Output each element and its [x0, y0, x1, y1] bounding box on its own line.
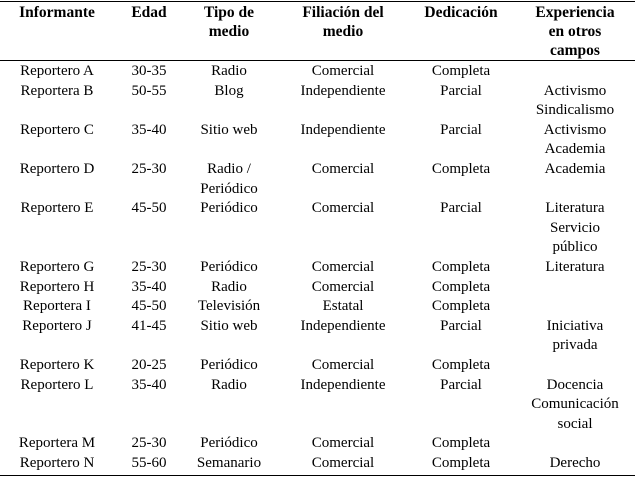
media-type-cell: Periódico	[200, 200, 258, 217]
experience-cell: Sindicalismo	[535, 102, 615, 119]
experience-cell: Servicio	[550, 219, 600, 236]
informante-cell: Reportera B	[20, 82, 94, 99]
age-cell: 25-30	[131, 259, 167, 275]
experience-cell: público	[552, 239, 598, 256]
media-affiliation-cell: Independiente	[300, 121, 386, 138]
age-cell: 50-55	[131, 82, 167, 99]
media-type-cell: Periódico	[200, 180, 258, 197]
informante-cell: Reportero K	[19, 357, 95, 373]
age-cell: 35-40	[131, 121, 167, 138]
experience-cell: Literatura	[545, 200, 605, 217]
experience-cell: Activismo	[543, 121, 607, 138]
dedication-cell: Completa	[431, 357, 491, 373]
dedication-cell: Completa	[431, 161, 491, 177]
header-experiencia: en otros	[548, 23, 602, 40]
experience-cell: Derecho	[549, 455, 601, 471]
age-cell: 25-30	[131, 435, 167, 452]
experience-cell: social	[557, 415, 593, 432]
media-affiliation-cell: Comercial	[311, 63, 375, 79]
age-cell: 30-35	[131, 63, 167, 79]
experience-cell: Academia	[544, 141, 606, 158]
media-type-cell: Blog	[214, 82, 244, 99]
header-rule	[0, 60, 635, 61]
experience-cell: Literatura	[545, 259, 605, 275]
header-filiacion-del-medio: medio	[322, 23, 364, 40]
header-edad: Edad	[131, 4, 167, 21]
informante-cell: Reportera M	[18, 435, 96, 452]
informante-cell: Reportero C	[20, 121, 94, 138]
media-affiliation-cell: Comercial	[311, 161, 375, 177]
experience-cell: Activismo	[543, 82, 607, 99]
age-cell: 45-50	[131, 298, 167, 315]
media-affiliation-cell: Comercial	[311, 357, 375, 373]
dedication-cell: Completa	[431, 455, 491, 471]
media-type-cell: Sitio web	[200, 121, 258, 138]
age-cell: 45-50	[131, 200, 167, 217]
top-rule	[0, 1, 635, 2]
header-tipo-de-medio: Tipo de	[203, 4, 255, 21]
experience-cell: Comunicación	[531, 396, 619, 413]
dedication-cell: Parcial	[440, 82, 482, 99]
experience-cell: Academia	[544, 161, 606, 177]
dedication-cell: Parcial	[440, 317, 482, 334]
informante-cell: Reportero N	[19, 455, 95, 471]
age-cell: 35-40	[131, 278, 167, 295]
media-type-cell: Radio	[211, 278, 247, 295]
age-cell: 41-45	[131, 317, 167, 334]
media-type-cell: Periódico	[200, 435, 258, 452]
header-informante: Informante	[19, 4, 95, 21]
media-affiliation-cell: Comercial	[311, 200, 375, 217]
dedication-cell: Parcial	[440, 376, 482, 393]
media-affiliation-cell: Estatal	[322, 298, 364, 315]
media-type-cell: Periódico	[200, 259, 258, 275]
dedication-cell: Parcial	[440, 200, 482, 217]
media-affiliation-cell: Comercial	[311, 259, 375, 275]
dedication-cell: Completa	[431, 298, 491, 315]
dedication-cell: Completa	[431, 278, 491, 295]
informante-cell: Reportero H	[19, 278, 95, 295]
dedication-cell: Parcial	[440, 121, 482, 138]
media-affiliation-cell: Independiente	[300, 376, 386, 393]
media-type-cell: Sitio web	[200, 317, 258, 334]
media-affiliation-cell: Comercial	[311, 278, 375, 295]
media-affiliation-cell: Comercial	[311, 435, 375, 452]
media-type-cell: Televisión	[197, 298, 261, 315]
experience-cell: Iniciativa	[546, 317, 604, 334]
experience-cell: Docencia	[546, 376, 604, 393]
experience-cell: privada	[552, 337, 598, 354]
media-type-cell: Periódico	[200, 357, 258, 373]
informante-cell: Reportero E	[20, 200, 94, 217]
media-affiliation-cell: Independiente	[300, 317, 386, 334]
informante-cell: Reportero D	[19, 161, 95, 177]
header-tipo-de-medio: medio	[208, 23, 250, 40]
age-cell: 55-60	[131, 455, 167, 471]
informante-cell: Reportero L	[20, 376, 94, 393]
age-cell: 20-25	[131, 357, 167, 373]
informante-cell: Reportero J	[22, 317, 92, 334]
dedication-cell: Completa	[431, 63, 491, 79]
header-experiencia: campos	[550, 42, 600, 59]
informante-cell: Reportera I	[23, 298, 91, 315]
header-experiencia: Experiencia	[535, 4, 615, 21]
informante-cell: Reportero A	[20, 63, 94, 79]
dedication-cell: Completa	[431, 259, 491, 275]
media-affiliation-cell: Independiente	[300, 82, 386, 99]
media-affiliation-cell: Comercial	[311, 455, 375, 471]
header-dedicacion: Dedicación	[424, 4, 498, 21]
media-type-cell: Semanario	[196, 455, 262, 471]
header-filiacion-del-medio: Filiación del	[302, 4, 384, 21]
media-type-cell: Radio /	[207, 161, 251, 177]
media-type-cell: Radio	[211, 63, 247, 79]
media-type-cell: Radio	[211, 376, 247, 393]
bottom-rule	[0, 475, 635, 476]
dedication-cell: Completa	[431, 435, 491, 452]
informante-cell: Reportero G	[19, 259, 95, 275]
age-cell: 35-40	[131, 376, 167, 393]
age-cell: 25-30	[131, 161, 167, 177]
